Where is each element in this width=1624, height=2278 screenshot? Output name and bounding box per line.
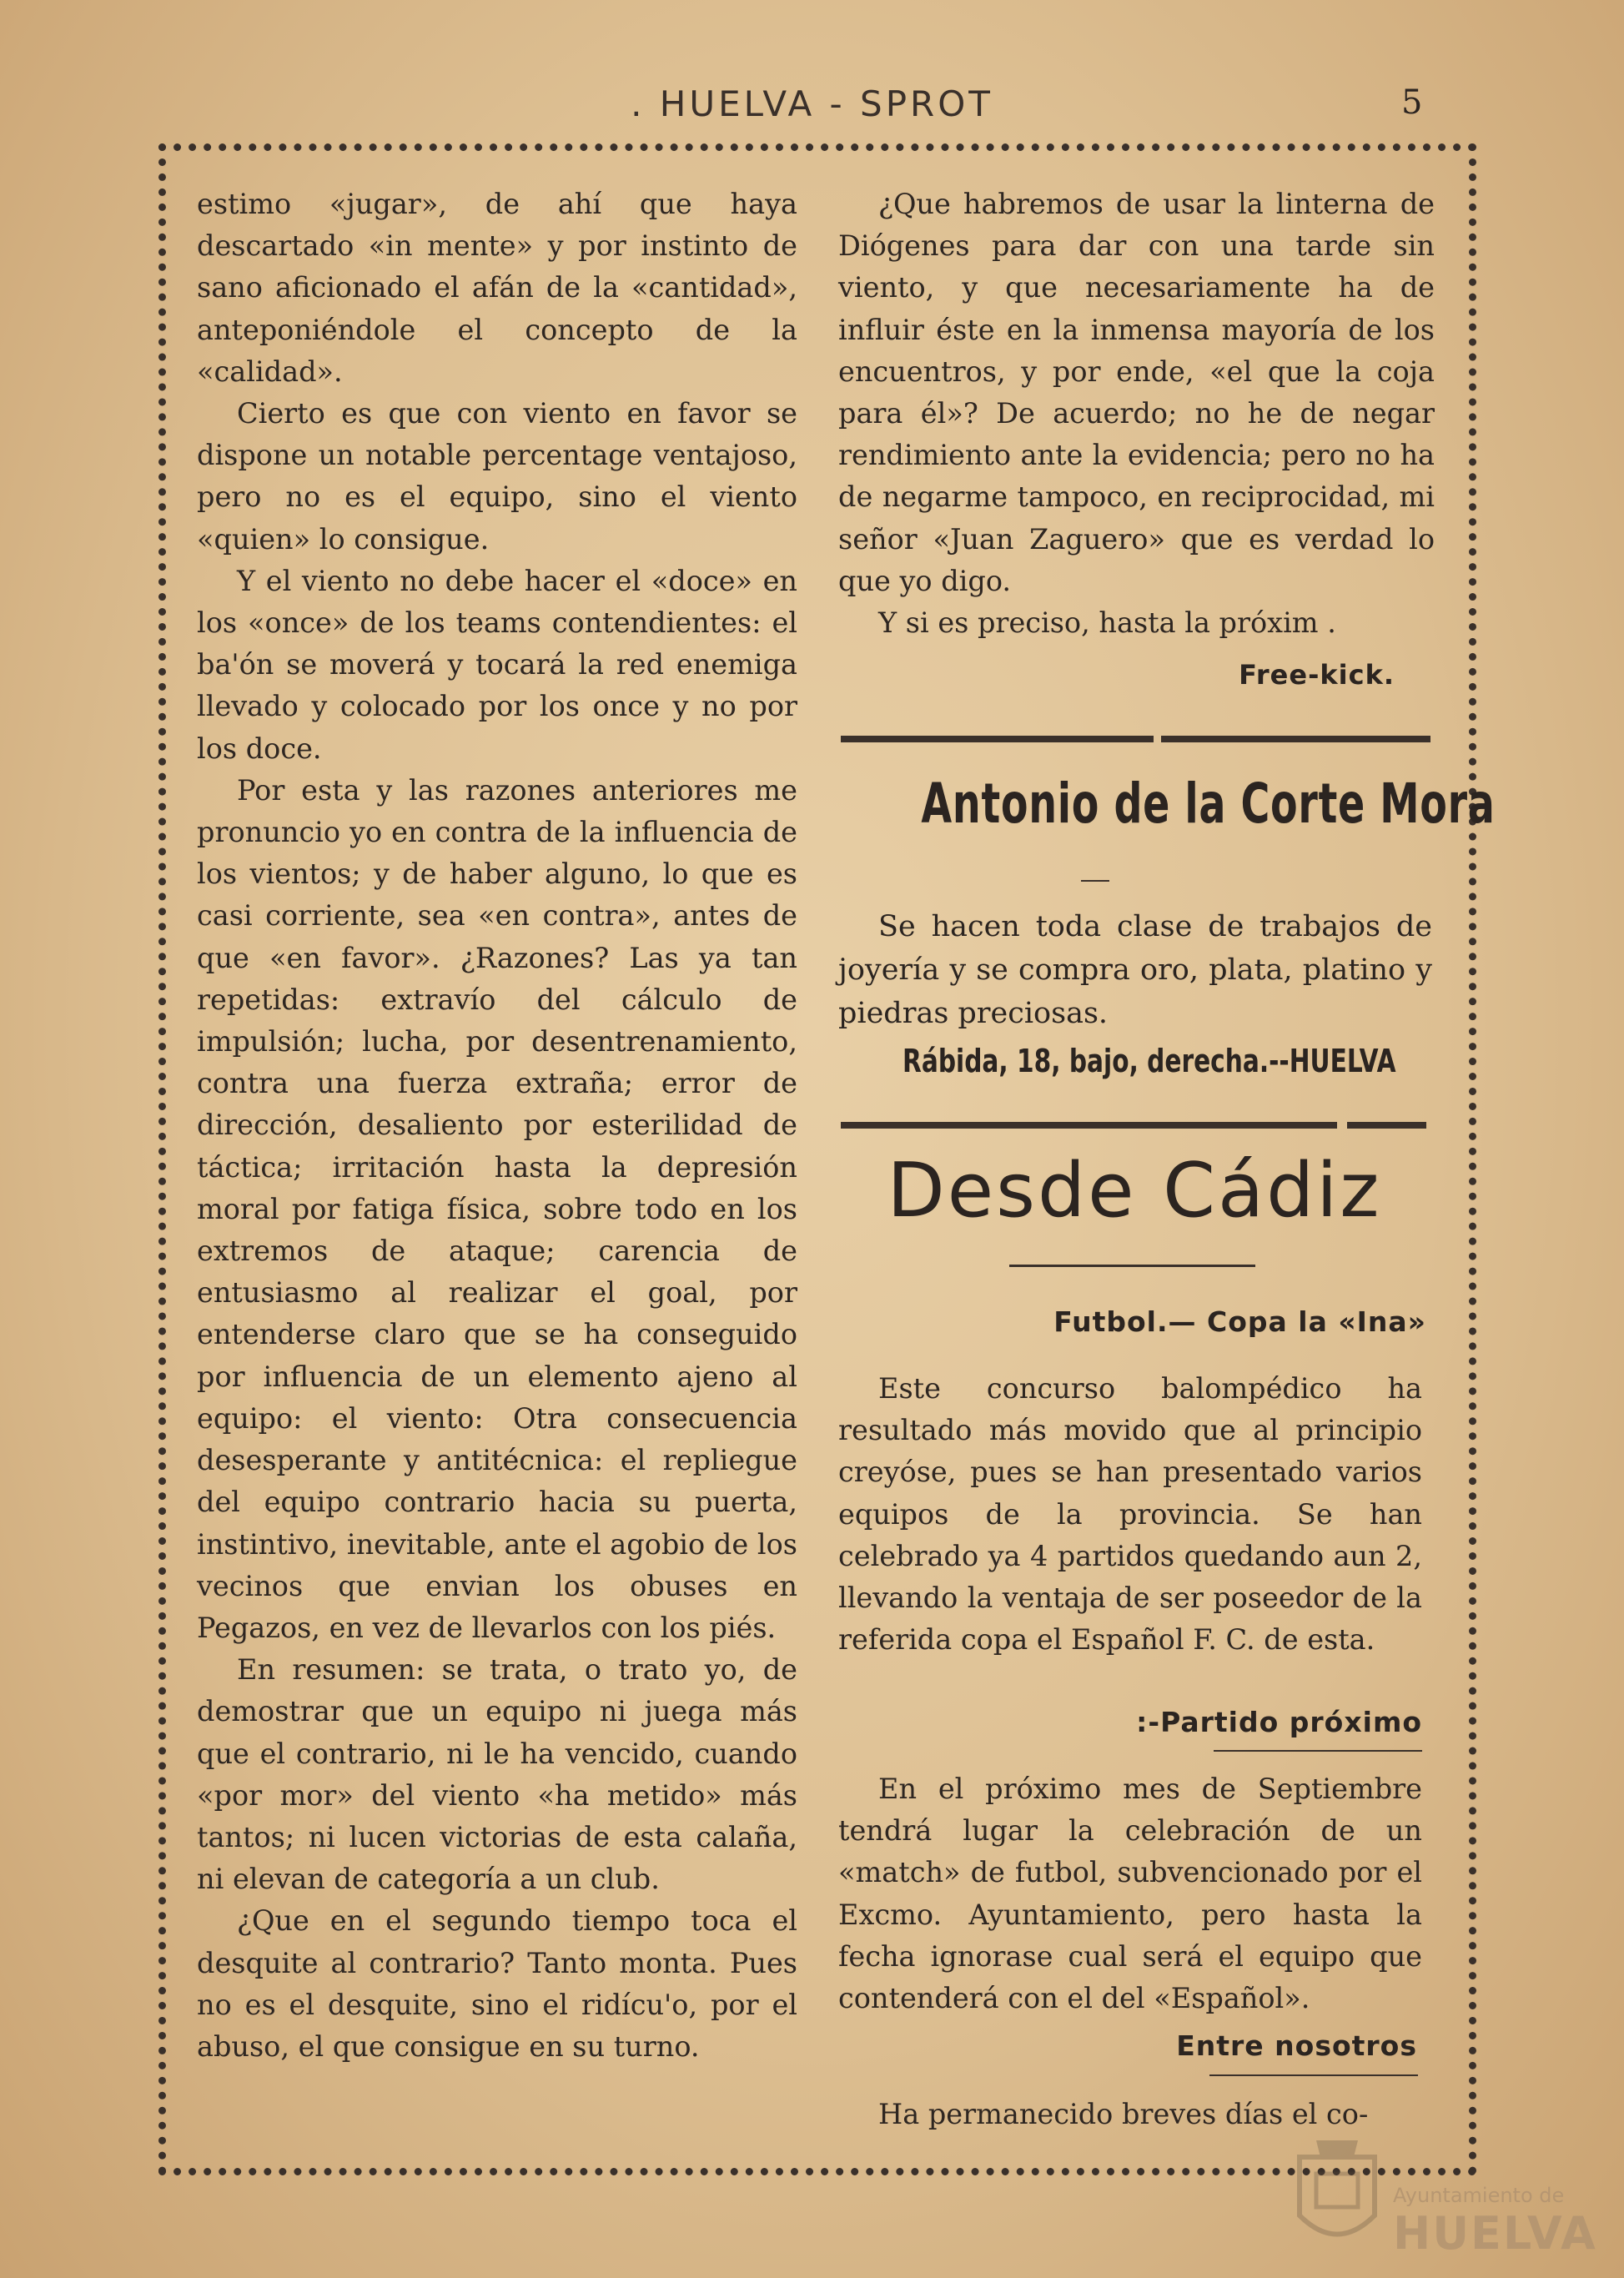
section-body [838, 1768, 1422, 2019]
section-title: Desde Cádiz [887, 1147, 1382, 1235]
paragraph: ¿Que habremos de usar la linterna de Diógenes para dar con una tarde sin viento, y que necesariamente ha de influir éste en la inmensa mayoría de los encuentros, y por ende, «el que la coja para él»? De acuerdo; no he de negar rendimiento ante la evidencia; pero no ha de negarme tampoco, en reciprocidad, mi señor «Juan Zaguero» que es verdad lo que yo digo. [838, 188, 1435, 597]
divider-rule [841, 1122, 1337, 1129]
subheading: :-Partido próximo [1136, 1706, 1422, 1738]
ad-dash [1081, 880, 1109, 882]
section-body [838, 1368, 1422, 1661]
page-header [0, 83, 1624, 133]
subheading: Futbol.— Copa la «Ina» [1053, 1305, 1426, 1338]
coat-of-arms-watermark-icon [1291, 2132, 1383, 2257]
subheading: Entre nosotros [1176, 2029, 1417, 2062]
paragraph: ¿Que en el segundo tiempo toca el desquite al contrario? Tanto monta. Pues no es el desquite, sino el ridícu'o, por el abuso, el que consigue en su turno. [197, 1904, 797, 2063]
paragraph: Este concurso balompédico ha resultado más movido que al principio creyóse, pues se han presentado varios equipos de la provincia. Se han celebrado ya 4 partidos quedando aun 2, llevando la ventaja de ser poseedor de la referida copa el Español F. C. de esta. [838, 1372, 1422, 1657]
paragraph: En el próximo mes de Septiembre tendrá lugar la celebración de un «match» de futbol, subvencionado por el Excmo. Ayuntamiento, pero hasta la fecha ignorase cual será el equipo que contenderá con el del «Español». [838, 1773, 1422, 2015]
left-column [197, 184, 797, 2068]
right-column-article [838, 184, 1435, 644]
subheading-rule [1209, 2074, 1418, 2076]
paragraph: Por esta y las razones anteriores me pronuncio yo en contra de la influencia de los vientos; y de haber alguno, lo que es casi corriente, sea «en contra», antes de que «en favor». ¿Razones? Las ya tan repetidas: extravío del cálculo de impulsión; lucha, por desentrenamiento, contra una fuerza extraña; error de dirección, desaliento por esterilidad de táctica; irritación hasta la depresión moral por fatiga física, sobre todo en los extremos de ataque; carencia de entusiasmo al realizar el goal, por entenderse claro que se ha conseguido por influencia de un elemento ajeno al equipo: el viento: Otra consecuencia desesperante y antitécnica: el repliegue del equipo contrario hacia su puerta, instintivo, inevitable, ante el agobio de los vecinos que envian los obuses en Pegazos, en vez de llevarlos con los piés. [197, 773, 797, 1644]
publication-title: . HUELVA - SPROT [631, 83, 993, 124]
paragraph: Cierto es que con viento en favor se dispone un notable percentage ventajoso, pero no es el equipo, sino el viento «quien» lo consigue. [197, 397, 797, 556]
divider-rule [1347, 1122, 1426, 1129]
watermark-city: HUELVA [1393, 2207, 1597, 2260]
title-underline [1009, 1265, 1255, 1267]
paragraph: Y el viento no debe hacer el «doce» en los «once» de los teams contendientes: el ba'ón se moverá y tocará la red enemiga llevado y colocado por los once y no por los doce. [197, 564, 797, 765]
paragraph: Y si es preciso, hasta la próxim . [878, 606, 1336, 640]
advertisement-name: Antonio de la Corte Mora [921, 772, 1496, 836]
section-body [838, 2094, 1422, 2135]
article-signature: Free-kick. [1239, 659, 1395, 691]
paragraph: Ha permanecido breves días el co- [878, 2098, 1369, 2130]
watermark-caption: Ayuntamiento de [1393, 2184, 1565, 2207]
advertisement-address: Rábida, 18, bajo, derecha.--HUELVA [903, 1043, 1396, 1079]
advertisement-text [838, 905, 1432, 1035]
divider-rule [1161, 736, 1430, 742]
ad-body: Se hacen toda clase de trabajos de joyería y se compra oro, plata, platino y piedras preciosas. [838, 910, 1432, 1030]
subheading-rule [1214, 1750, 1422, 1752]
page-number: 5 [1401, 83, 1423, 122]
paragraph: estimo «jugar», de ahí que haya descartado «in mente» y por instinto de sano aficionado el afán de la «cantidad», anteponiéndole el concepto de la «calidad». [197, 188, 797, 388]
paragraph: En resumen: se trata, o trato yo, de demostrar que un equipo ni juega más que el contrario, ni le ha vencido, cuando «por mor» del viento «ha metido» más tantos; ni lucen victorias de esta calaña, ni elevan de categoría a un club. [197, 1653, 797, 1896]
divider-rule [841, 736, 1154, 742]
